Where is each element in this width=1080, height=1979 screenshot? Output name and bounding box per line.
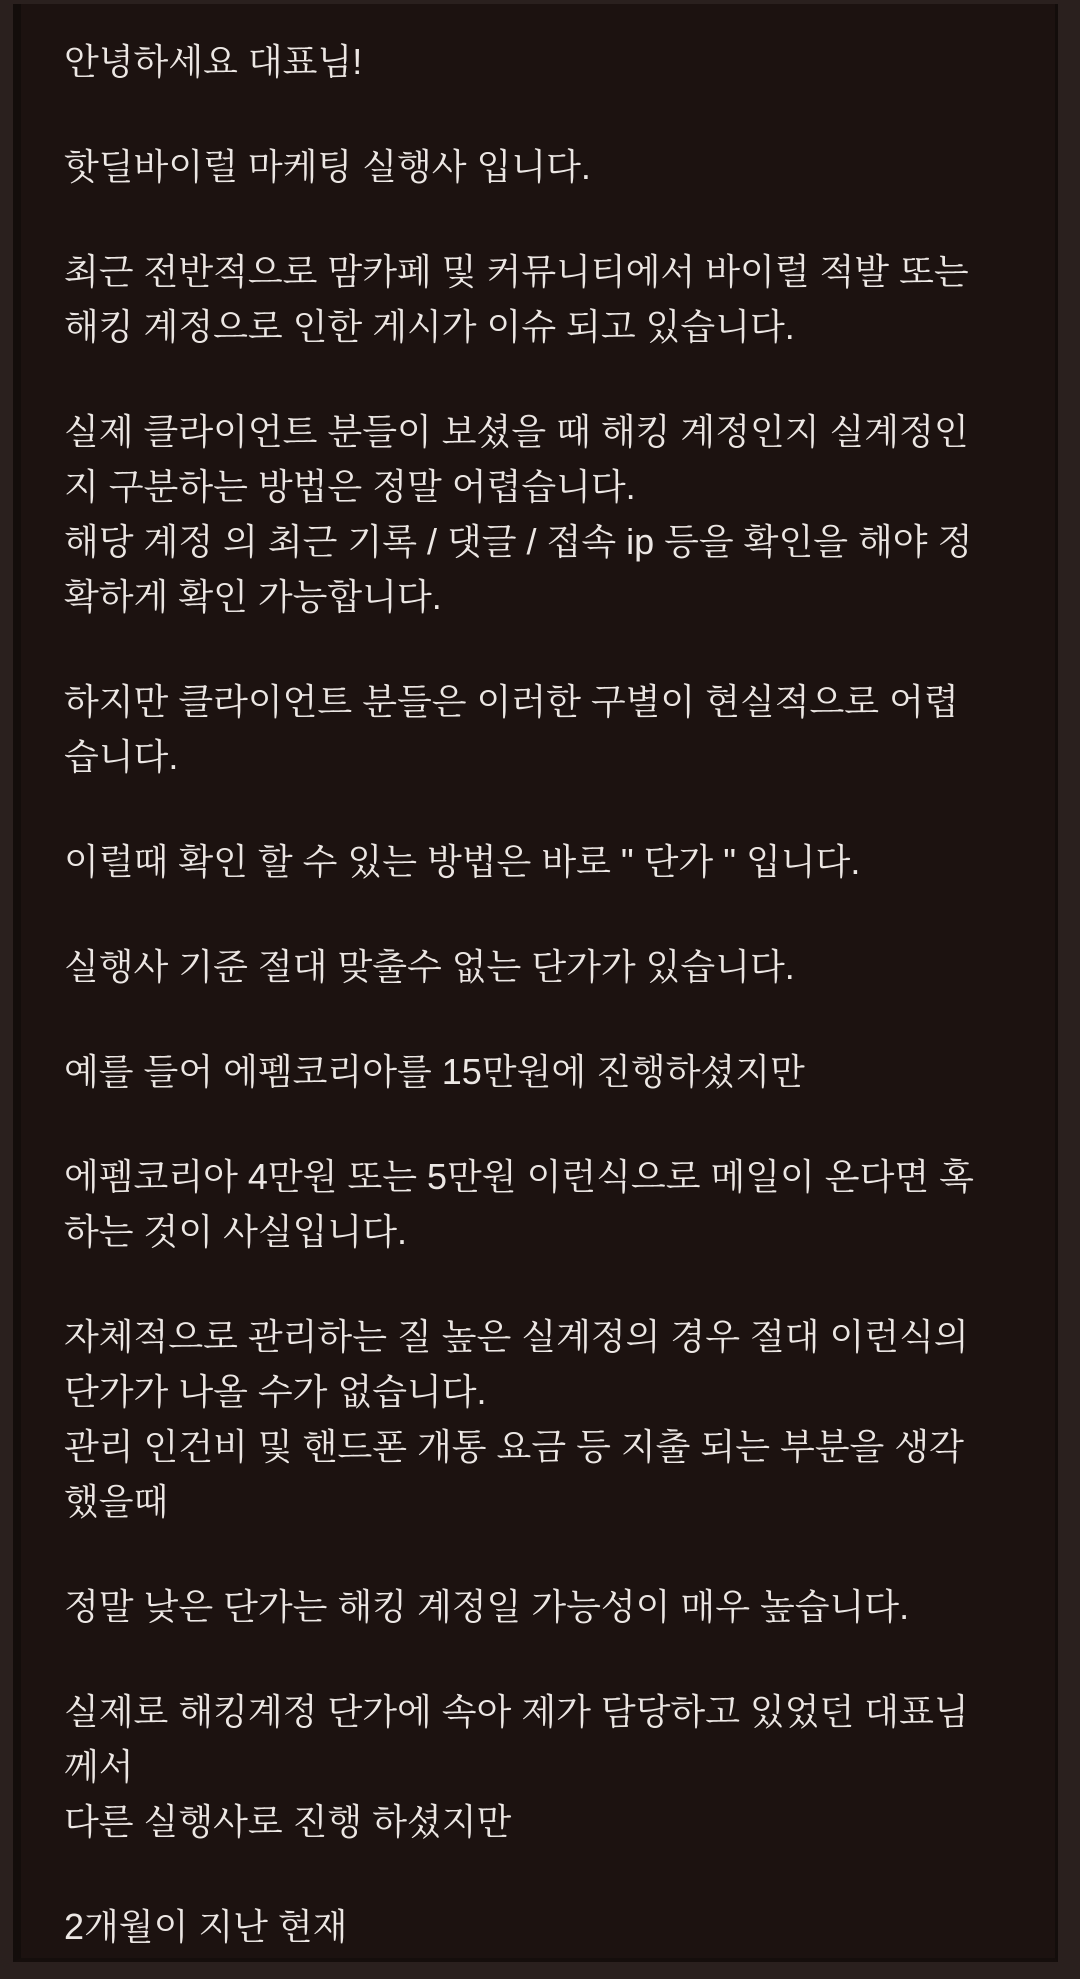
message-line: 실행사 기준 절대 맞출수 없는 단가가 있습니다. <box>64 946 795 987</box>
message-line: 예를 들어 에펨코리아를 15만원에 진행하셨지만 <box>64 1051 805 1092</box>
paragraph <box>64 939 1019 994</box>
paragraph <box>64 404 1019 624</box>
message-line: 관리 인건비 및 핸드폰 개통 요금 등 지출 되는 부분을 생각 <box>64 1426 964 1467</box>
paragraph <box>64 674 1019 784</box>
message-line: 자체적으로 관리하는 질 높은 실계정의 경우 절대 이런식의 <box>64 1316 969 1357</box>
message-line: 이럴때 확인 할 수 있는 방법은 바로 " 단가 " 입니다. <box>64 841 861 882</box>
paragraph <box>64 1899 1019 1954</box>
message-line: 하지만 클라이언트 분들은 이러한 구별이 현실적으로 어렵 <box>64 681 959 722</box>
message-line: 에펨코리아 4만원 또는 5만원 이런식으로 메일이 온다면 혹 <box>64 1156 974 1197</box>
message-line: 실제로 해킹계정 단가에 속아 제가 담당하고 있었던 대표님 <box>64 1691 969 1732</box>
message-body <box>21 4 1055 1954</box>
message-line: 실제 클라이언트 분들이 보셨을 때 해킹 계정인지 실계정인 <box>64 411 969 452</box>
paragraph <box>64 34 1019 89</box>
message-line: 했을때 <box>64 1481 169 1522</box>
message-line: 해당 계정 의 최근 기록 / 댓글 / 접속 ip 등을 확인을 해야 정 <box>64 521 973 562</box>
message-line: 습니다. <box>64 736 179 777</box>
message-line: 다른 실행사로 진행 하셨지만 <box>64 1801 512 1842</box>
paragraph <box>64 834 1019 889</box>
message-line: 하는 것이 사실입니다. <box>64 1211 407 1252</box>
message-line: 해킹 계정으로 인한 게시가 이슈 되고 있습니다. <box>64 306 795 347</box>
message-line: 께서 <box>64 1746 134 1787</box>
message-line: 2개월이 지난 현재 <box>64 1906 348 1947</box>
message-line: 확하게 확인 가능합니다. <box>64 576 442 617</box>
message-line: 핫딜바이럴 마케팅 실행사 입니다. <box>64 146 591 187</box>
paragraph <box>64 1309 1019 1529</box>
message-line: 최근 전반적으로 맘카페 및 커뮤니티에서 바이럴 적발 또는 <box>64 251 969 292</box>
paragraph <box>64 244 1019 354</box>
message-line: 안녕하세요 대표님! <box>64 41 363 82</box>
paragraph <box>64 1579 1019 1634</box>
message-line: 단가가 나올 수가 없습니다. <box>64 1371 487 1412</box>
paragraph <box>64 1044 1019 1099</box>
paragraph <box>64 1684 1019 1849</box>
message-line: 지 구분하는 방법은 정말 어렵습니다. <box>64 466 636 507</box>
paragraph <box>64 1149 1019 1259</box>
message-surface <box>13 4 1058 1962</box>
paragraph <box>64 139 1019 194</box>
message-line: 정말 낮은 단가는 해킹 계정일 가능성이 매우 높습니다. <box>64 1586 910 1627</box>
